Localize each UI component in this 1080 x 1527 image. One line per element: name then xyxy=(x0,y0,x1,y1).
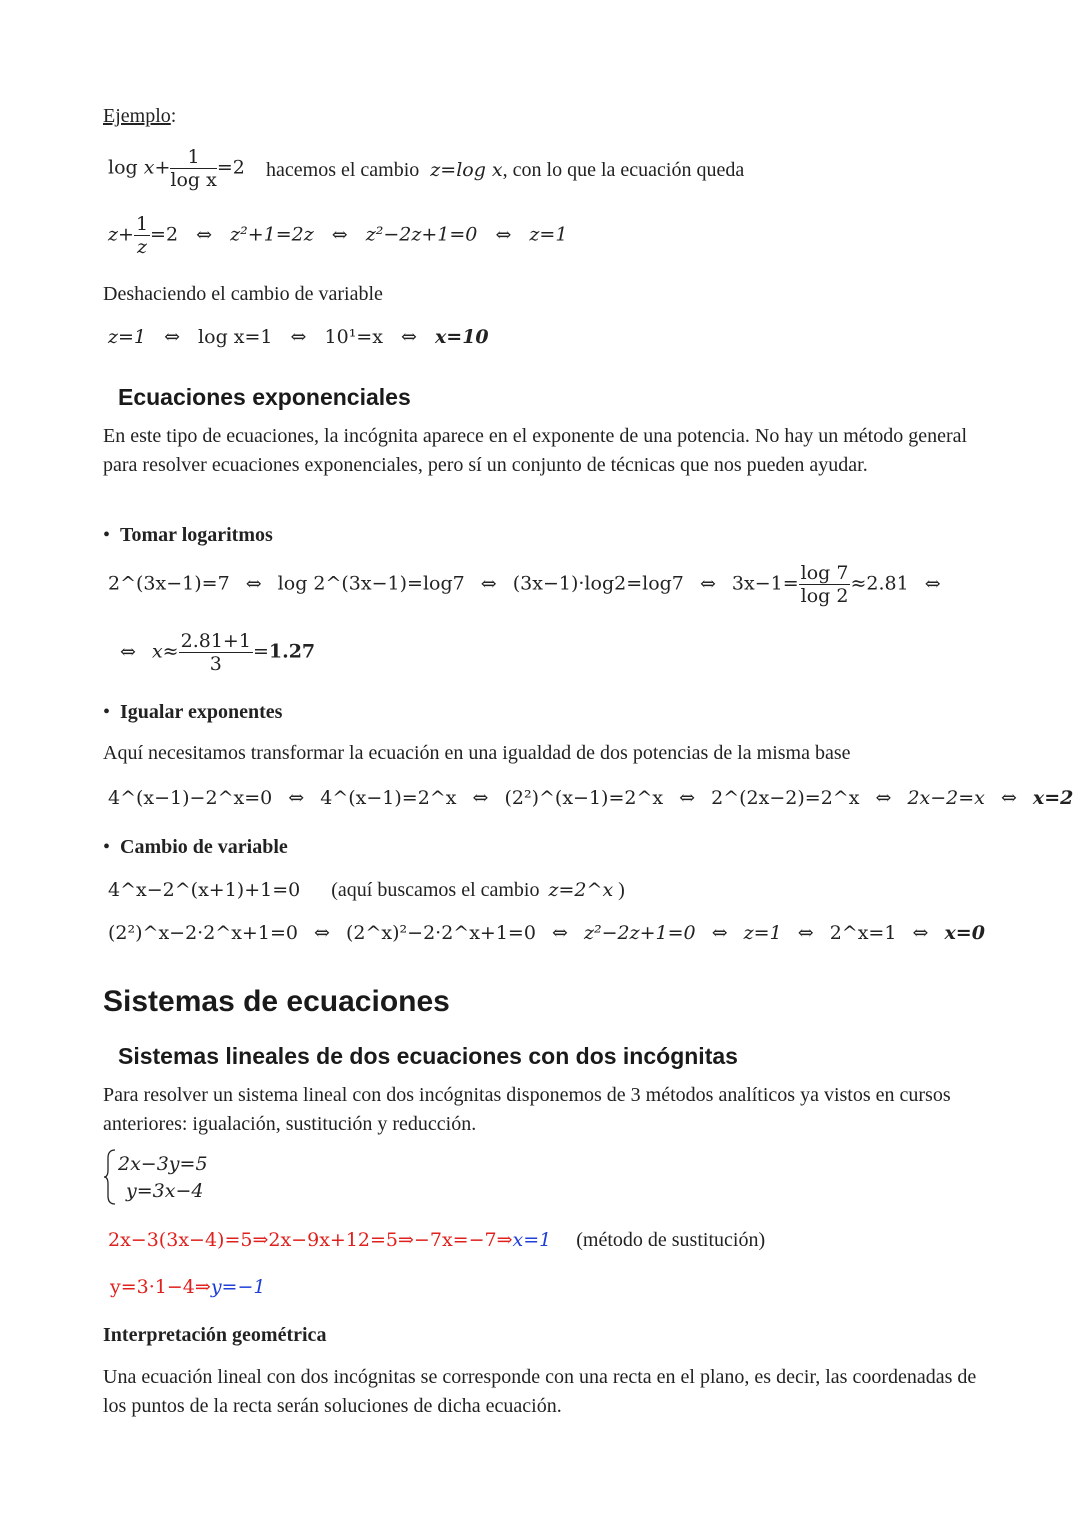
iff-symbol: ⇔ xyxy=(495,223,512,246)
igualar-text: Aquí necesitamos transformar la ecuación en una igualdad de dos potencias de la misma base xyxy=(103,742,851,764)
iff-symbol: ⇔ xyxy=(290,326,307,348)
bullet-cambio-variable xyxy=(103,833,288,861)
fraction-denominator: z xyxy=(136,236,147,258)
y-substitution-line xyxy=(110,1276,265,1299)
interp-title: Interpretación geométrica xyxy=(103,1324,327,1346)
eq-product: (3x−1)·log2=log7 xyxy=(512,572,684,595)
fraction-log7-over-log2 xyxy=(799,562,851,607)
iff-symbol: ⇔ xyxy=(912,922,929,944)
bullet-tomar-logaritmos xyxy=(103,521,273,549)
bullet-igualar-exponentes xyxy=(103,698,282,726)
eq-2-pow: 2^(3x−1)=7 xyxy=(108,572,230,595)
fraction-numerator: log 7 xyxy=(800,562,849,584)
fraction-1-over-z xyxy=(134,213,150,258)
eq-log-2-pow: log 2^(3x−1)=log7 xyxy=(277,572,465,595)
approx-value: ≈2.81 xyxy=(850,572,909,595)
queda-text: , con lo que la ecuación queda xyxy=(502,159,745,181)
system-brace xyxy=(104,1148,118,1206)
iff-symbol: ⇔ xyxy=(1000,787,1017,809)
substitution-steps: 2x−3(3x−4)=5⇒2x−9x+12=5⇒−7x=−7⇒ xyxy=(108,1229,513,1251)
x-approx: x≈ xyxy=(151,640,179,663)
iff-symbol: ⇔ xyxy=(164,326,180,348)
note-close: ) xyxy=(618,879,625,901)
eq-2x-1: 2^x=1 xyxy=(829,922,897,944)
iff-symbol: ⇔ xyxy=(245,572,262,595)
eq-2-squared-x: (2²)^x−2·2^x+1=0 xyxy=(108,922,298,944)
igualar-line xyxy=(108,787,1073,809)
equals-two: =2 xyxy=(216,156,245,179)
y-steps: y=3·1−4⇒ xyxy=(110,1276,211,1298)
var-x: x xyxy=(143,156,155,179)
substitution-line xyxy=(108,1226,765,1254)
z-equals-1: z=1 xyxy=(108,326,147,348)
equals-sign: = xyxy=(252,640,269,663)
cambio-text xyxy=(266,156,744,184)
z-equation-line xyxy=(108,213,567,258)
fraction-numerator: 1 xyxy=(135,213,149,235)
fraction-numerator: 1 xyxy=(170,146,216,169)
iff-symbol: ⇔ xyxy=(552,922,568,944)
hacemos-text: hacemos el cambio xyxy=(266,159,420,181)
interp-paragraph: Una ecuación lineal con dos incógnitas se corresponde con una recta en el plano, es decir, las coordenadas de los puntos de la recta serán soluciones de dicha ecuación. xyxy=(103,1366,977,1417)
exp-intro-paragraph: En este tipo de ecuaciones, la incógnita aparece en el exponente de una potencia. No hay un método general para resolver ecuaciones exponenciales, pero sí un conjunto de técnicas que nos pueden ayudar. xyxy=(103,425,968,476)
iff-symbol: ⇔ xyxy=(711,922,728,944)
eq-exponents: 2x−2=x xyxy=(907,787,985,809)
ejemplo-label: Ejemplo xyxy=(103,105,171,127)
eq-same-base: 2^(2x−2)=2^x xyxy=(711,787,860,809)
result-x-10: x=10 xyxy=(434,326,489,348)
deshaciendo-text: Deshaciendo el cambio de variable xyxy=(103,283,383,305)
iff-symbol: ⇔ xyxy=(314,922,330,944)
note-open: (aquí buscamos el cambio xyxy=(331,879,540,901)
result-x-0: x=0 xyxy=(944,922,985,944)
exp-section-title: Ecuaciones exponenciales xyxy=(118,384,411,410)
bullet-label: Cambio de variable xyxy=(120,836,288,858)
ejemplo-colon: : xyxy=(170,105,177,127)
fraction-denominator: 3 xyxy=(209,653,222,675)
iff-symbol: ⇔ xyxy=(331,223,348,246)
cambio-variable-line-2 xyxy=(108,922,985,944)
undo-change-line xyxy=(108,326,489,348)
cambio-variable-line-1 xyxy=(108,876,625,904)
bullet-label: Igualar exponentes xyxy=(120,701,283,723)
method-note: (método de sustitución) xyxy=(576,1229,766,1251)
iff-symbol: ⇔ xyxy=(679,787,696,809)
eq-3x-minus-1: 3x−1= xyxy=(731,572,799,595)
systems-intro: Para resolver un sistema lineal con dos incógnitas disponemos de 3 métodos analíticos ya vistos en cursos anteriores: igualación, sustitución y reducción. xyxy=(103,1084,951,1135)
result-x-2: x=2 xyxy=(1032,787,1074,809)
systems-subtitle: Sistemas lineales de dos ecuaciones con dos incógnitas xyxy=(118,1043,738,1069)
eq-4-minus-2: 4^(x−1)−2^x=0 xyxy=(108,787,273,809)
eq-4x: 4^x−2^(x+1)+1=0 xyxy=(108,879,301,901)
eq-4-equals-2: 4^(x−1)=2^x xyxy=(320,787,457,809)
iff-symbol: ⇔ xyxy=(196,223,213,246)
z-plus: z+ xyxy=(108,223,134,246)
ten-power: 10¹=x xyxy=(324,326,383,348)
fraction-denominator: log 2 xyxy=(800,585,849,607)
system-eq-1: 2x−3y=5 xyxy=(118,1153,208,1175)
ejemplo-heading xyxy=(103,102,176,130)
step-quadratic: z²−2z+1=0 xyxy=(365,223,478,246)
cambio-equation: z=log x xyxy=(430,159,503,181)
eq-2x-squared: (2^x)²−2·2^x+1=0 xyxy=(345,922,536,944)
log-equation xyxy=(108,146,245,191)
eq-quadratic-z: z²−2z+1=0 xyxy=(583,922,696,944)
bullet-label: Tomar logaritmos xyxy=(120,524,273,546)
eq-2-squared-power: (2²)^(x−1)=2^x xyxy=(504,787,664,809)
iff-symbol: ⇔ xyxy=(480,572,497,595)
plus-sign: + xyxy=(154,156,171,179)
fraction-numerator: 2.81+1 xyxy=(180,630,251,652)
eq-z-1: z=1 xyxy=(743,922,782,944)
brace-icon xyxy=(104,1148,118,1206)
result-x-1: x=1 xyxy=(512,1229,552,1251)
iff-symbol: ⇔ xyxy=(699,572,716,595)
iff-symbol: ⇔ xyxy=(401,326,417,348)
result-y-minus-1: y=−1 xyxy=(210,1276,266,1298)
bullet-dot: • xyxy=(103,701,121,723)
iff-symbol: ⇔ xyxy=(120,640,136,663)
bullet-dot: • xyxy=(103,524,121,546)
fraction-281-over-3 xyxy=(179,630,253,675)
fraction-1-over-logx xyxy=(170,146,216,191)
equals-two: =2 xyxy=(150,223,179,246)
log-x-equals-1: log x=1 xyxy=(198,326,273,348)
logarithm-line-2 xyxy=(120,630,315,675)
result-127: 1.27 xyxy=(268,640,316,663)
bullet-dot: • xyxy=(103,836,121,858)
iff-symbol: ⇔ xyxy=(924,572,941,595)
fraction-denominator: log x xyxy=(170,169,217,191)
iff-symbol: ⇔ xyxy=(875,787,892,809)
log-word: log xyxy=(108,156,138,179)
step-z-equals-1: z=1 xyxy=(529,223,568,246)
systems-title: Sistemas de ecuaciones xyxy=(103,985,450,1018)
iff-symbol: ⇔ xyxy=(472,787,489,809)
logarithm-line-1 xyxy=(108,562,941,607)
system-eq-2: y=3x−4 xyxy=(126,1180,204,1202)
iff-symbol: ⇔ xyxy=(797,922,814,944)
iff-symbol: ⇔ xyxy=(288,787,305,809)
note-equation: z=2^x xyxy=(548,879,614,901)
step-z-squared: z²+1=2z xyxy=(230,223,314,246)
